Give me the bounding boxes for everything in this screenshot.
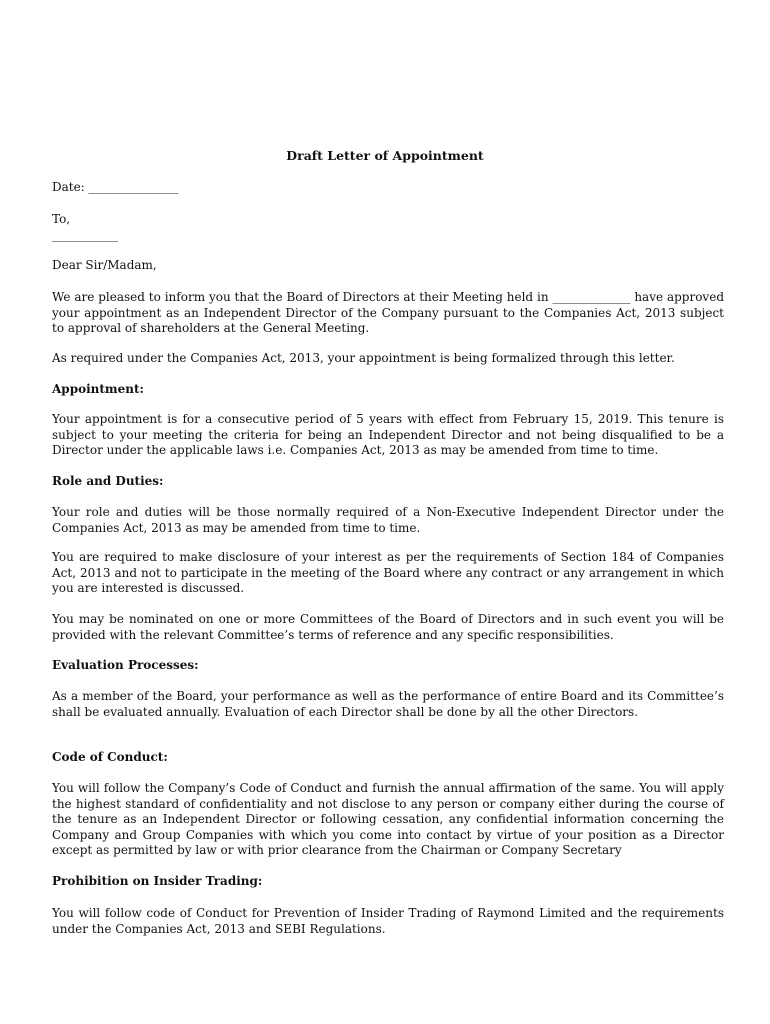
- heading-evaluation: Evaluation Processes:: [52, 658, 199, 672]
- salutation: Dear Sir/Madam,: [52, 258, 157, 272]
- heading-role-duties: Role and Duties:: [52, 474, 164, 488]
- paragraph-appointment-term: Your appointment is for a consecutive period of 5 years with effect from February 15, 2019. This tenure is subject to your meeting the criteria for being an Independent Director and not being disqualified to be a Director under the applicable laws i.e. Companies Act, 2013 as may be amended from time to time.: [52, 412, 724, 458]
- document-title: Draft Letter of Appointment: [286, 148, 484, 163]
- paragraph-insider-trading: You will follow code of Conduct for Prevention of Insider Trading of Raymond Limited and the requirements under the Companies Act, 2013 and SEBI Regulations.: [52, 906, 724, 936]
- paragraph-evaluation: As a member of the Board, your performance as well as the performance of entire Board and its Committee’s shall be evaluated annually. Evaluation of each Director shall be done by all the other Directors.: [52, 689, 724, 719]
- paragraph-code-of-conduct: You will follow the Company’s Code of Conduct and furnish the annual affirmation of the same. You will apply the highest standard of confidentiality and not disclose to any person or company either during the course of the tenure as an Independent Director or following cessation, any confidential information concerning the Company and Group Companies with which you come into contact by virtue of your position as a Director except as permitted by law or with prior clearance from the Chairman or Company Secretary: [52, 781, 724, 858]
- heading-insider-trading: Prohibition on Insider Trading:: [52, 874, 263, 888]
- recipient-blank: ___________: [52, 228, 118, 242]
- paragraph-role: Your role and duties will be those normally required of a Non-Executive Independent Director under the Companies Act, 2013 as may be amended from time to time.: [52, 505, 724, 535]
- heading-code-of-conduct: Code of Conduct:: [52, 750, 168, 764]
- paragraph-formalization: As required under the Companies Act, 2013, your appointment is being formalized through this letter.: [52, 351, 675, 365]
- paragraph-approval: We are pleased to inform you that the Board of Directors at their Meeting held in _____________ have approved your appointment as an Independent Director of the Company pursuant to the Companies Act, 2013 subject to approval of shareholders at the General Meeting.: [52, 290, 724, 336]
- paragraph-disclosure: You are required to make disclosure of your interest as per the requirements of Section 184 of Companies Act, 2013 and not to participate in the meeting of the Board where any contract or any arrangement in which you are interested is discussed.: [52, 550, 724, 596]
- date-line: Date: _______________: [52, 180, 179, 194]
- paragraph-committees: You may be nominated on one or more Committees of the Board of Directors and in such event you will be provided with the relevant Committee’s terms of reference and any specific responsibilities.: [52, 612, 724, 642]
- recipient-label: To,: [52, 212, 71, 226]
- heading-appointment: Appointment:: [52, 382, 144, 396]
